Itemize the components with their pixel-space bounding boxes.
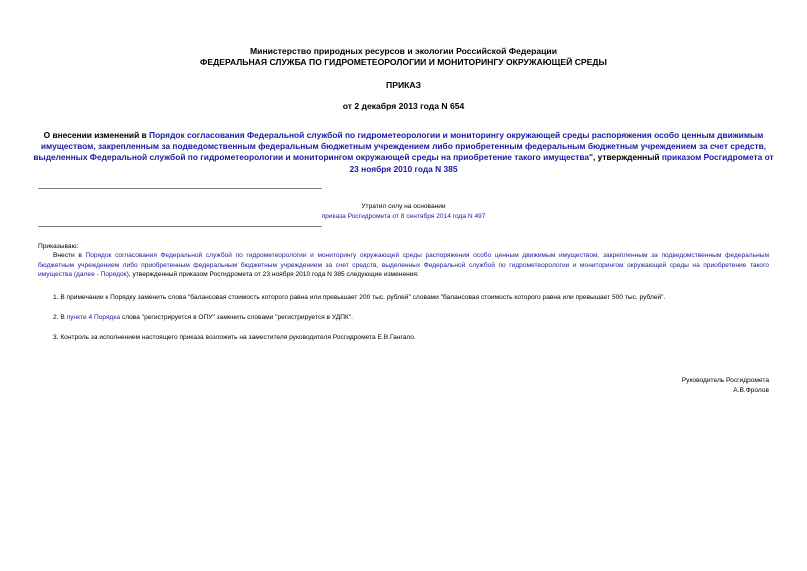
title-decree-link[interactable]: приказом Росгидромета от 23 ноября 2010 года N 385 bbox=[349, 152, 774, 174]
document-title bbox=[30, 130, 777, 175]
divider-top bbox=[38, 188, 322, 189]
service-name: ФЕДЕРАЛЬНАЯ СЛУЖБА ПО ГИДРОМЕТЕОРОЛОГИИ И МОНИТОРИНГУ ОКРУЖАЮЩЕЙ СРЕДЫ bbox=[200, 57, 607, 67]
lost-force-text: Утратил силу на основании bbox=[361, 203, 446, 210]
document-date: от 2 декабря 2013 года N 654 bbox=[342, 101, 465, 111]
item-2-prefix: 2. В bbox=[53, 314, 67, 321]
item-2-link[interactable]: пункте 4 Порядка bbox=[66, 314, 121, 321]
signature-position: Руководитель Росгидромета bbox=[681, 377, 769, 384]
lost-force-link[interactable]: приказа Росгидромета от 8 сентября 2014 года N 497 bbox=[321, 212, 486, 220]
title-prefix: О внесении изменений в bbox=[43, 130, 150, 140]
document-type: ПРИКАЗ bbox=[386, 80, 421, 90]
intro-paragraph bbox=[38, 251, 769, 280]
order-word: Приказываю: bbox=[38, 243, 79, 250]
item-3: 3. Контроль за исполнением настоящего приказа возложить на заместителя руководителя Росгидромета Е.В.Гангало. bbox=[53, 334, 416, 341]
lost-force-note bbox=[230, 202, 577, 221]
intro-prefix: Внести в bbox=[53, 252, 86, 259]
ministry-name: Министерство природных ресурсов и экологии Российской Федерации bbox=[250, 46, 557, 56]
divider-bottom bbox=[38, 226, 322, 227]
title-middle: , утвержденный bbox=[593, 152, 662, 163]
intro-suffix: , утвержденный приказом Росгидромета от 23 ноября 2010 года N 385 следующие изменения: bbox=[128, 271, 419, 279]
title-order-link[interactable]: Порядок согласования Федеральной службой по гидрометеорологии и мониторингу окружающей среды распоряжения особо ценным движимым имуществом, закрепленным за подведомственным федеральным бюджетным учреждением либо приобретенным федеральным бюджетным учреждением за счет средств, выделенных Федеральной службой по гидрометеорологии и мониторингом окружающей среды на приобретение такого имущества" bbox=[33, 130, 767, 163]
item-1: 1. В примечании к Порядку заменить слова "балансовая стоимость которого равна или превышает 200 тыс. рублей" словами "балансовая стоимость которого равна или превышает 500 тыс. рублей". bbox=[53, 294, 666, 301]
intro-order-link[interactable]: Порядок согласования Федеральной службой по гидрометеорологии и мониторингу окружающей среды распоряжения особо ценным движимым имуществом, закрепленным за подведомственным федеральным бюджетным учреждением либо приобретенным федеральным бюджетным учреждением за счет средств, выделенных Федеральной службой по гидрометеорологии и мониторингом окружающей среды на приобретение такого имущества (далее - Порядок) bbox=[38, 252, 769, 279]
item-2-suffix: слова "регистрируется в ОПУ" заменить словами "регистрируется в УДПК". bbox=[120, 314, 353, 321]
item-2 bbox=[53, 313, 769, 322]
signature-name: А.В.Фролов bbox=[733, 387, 769, 394]
